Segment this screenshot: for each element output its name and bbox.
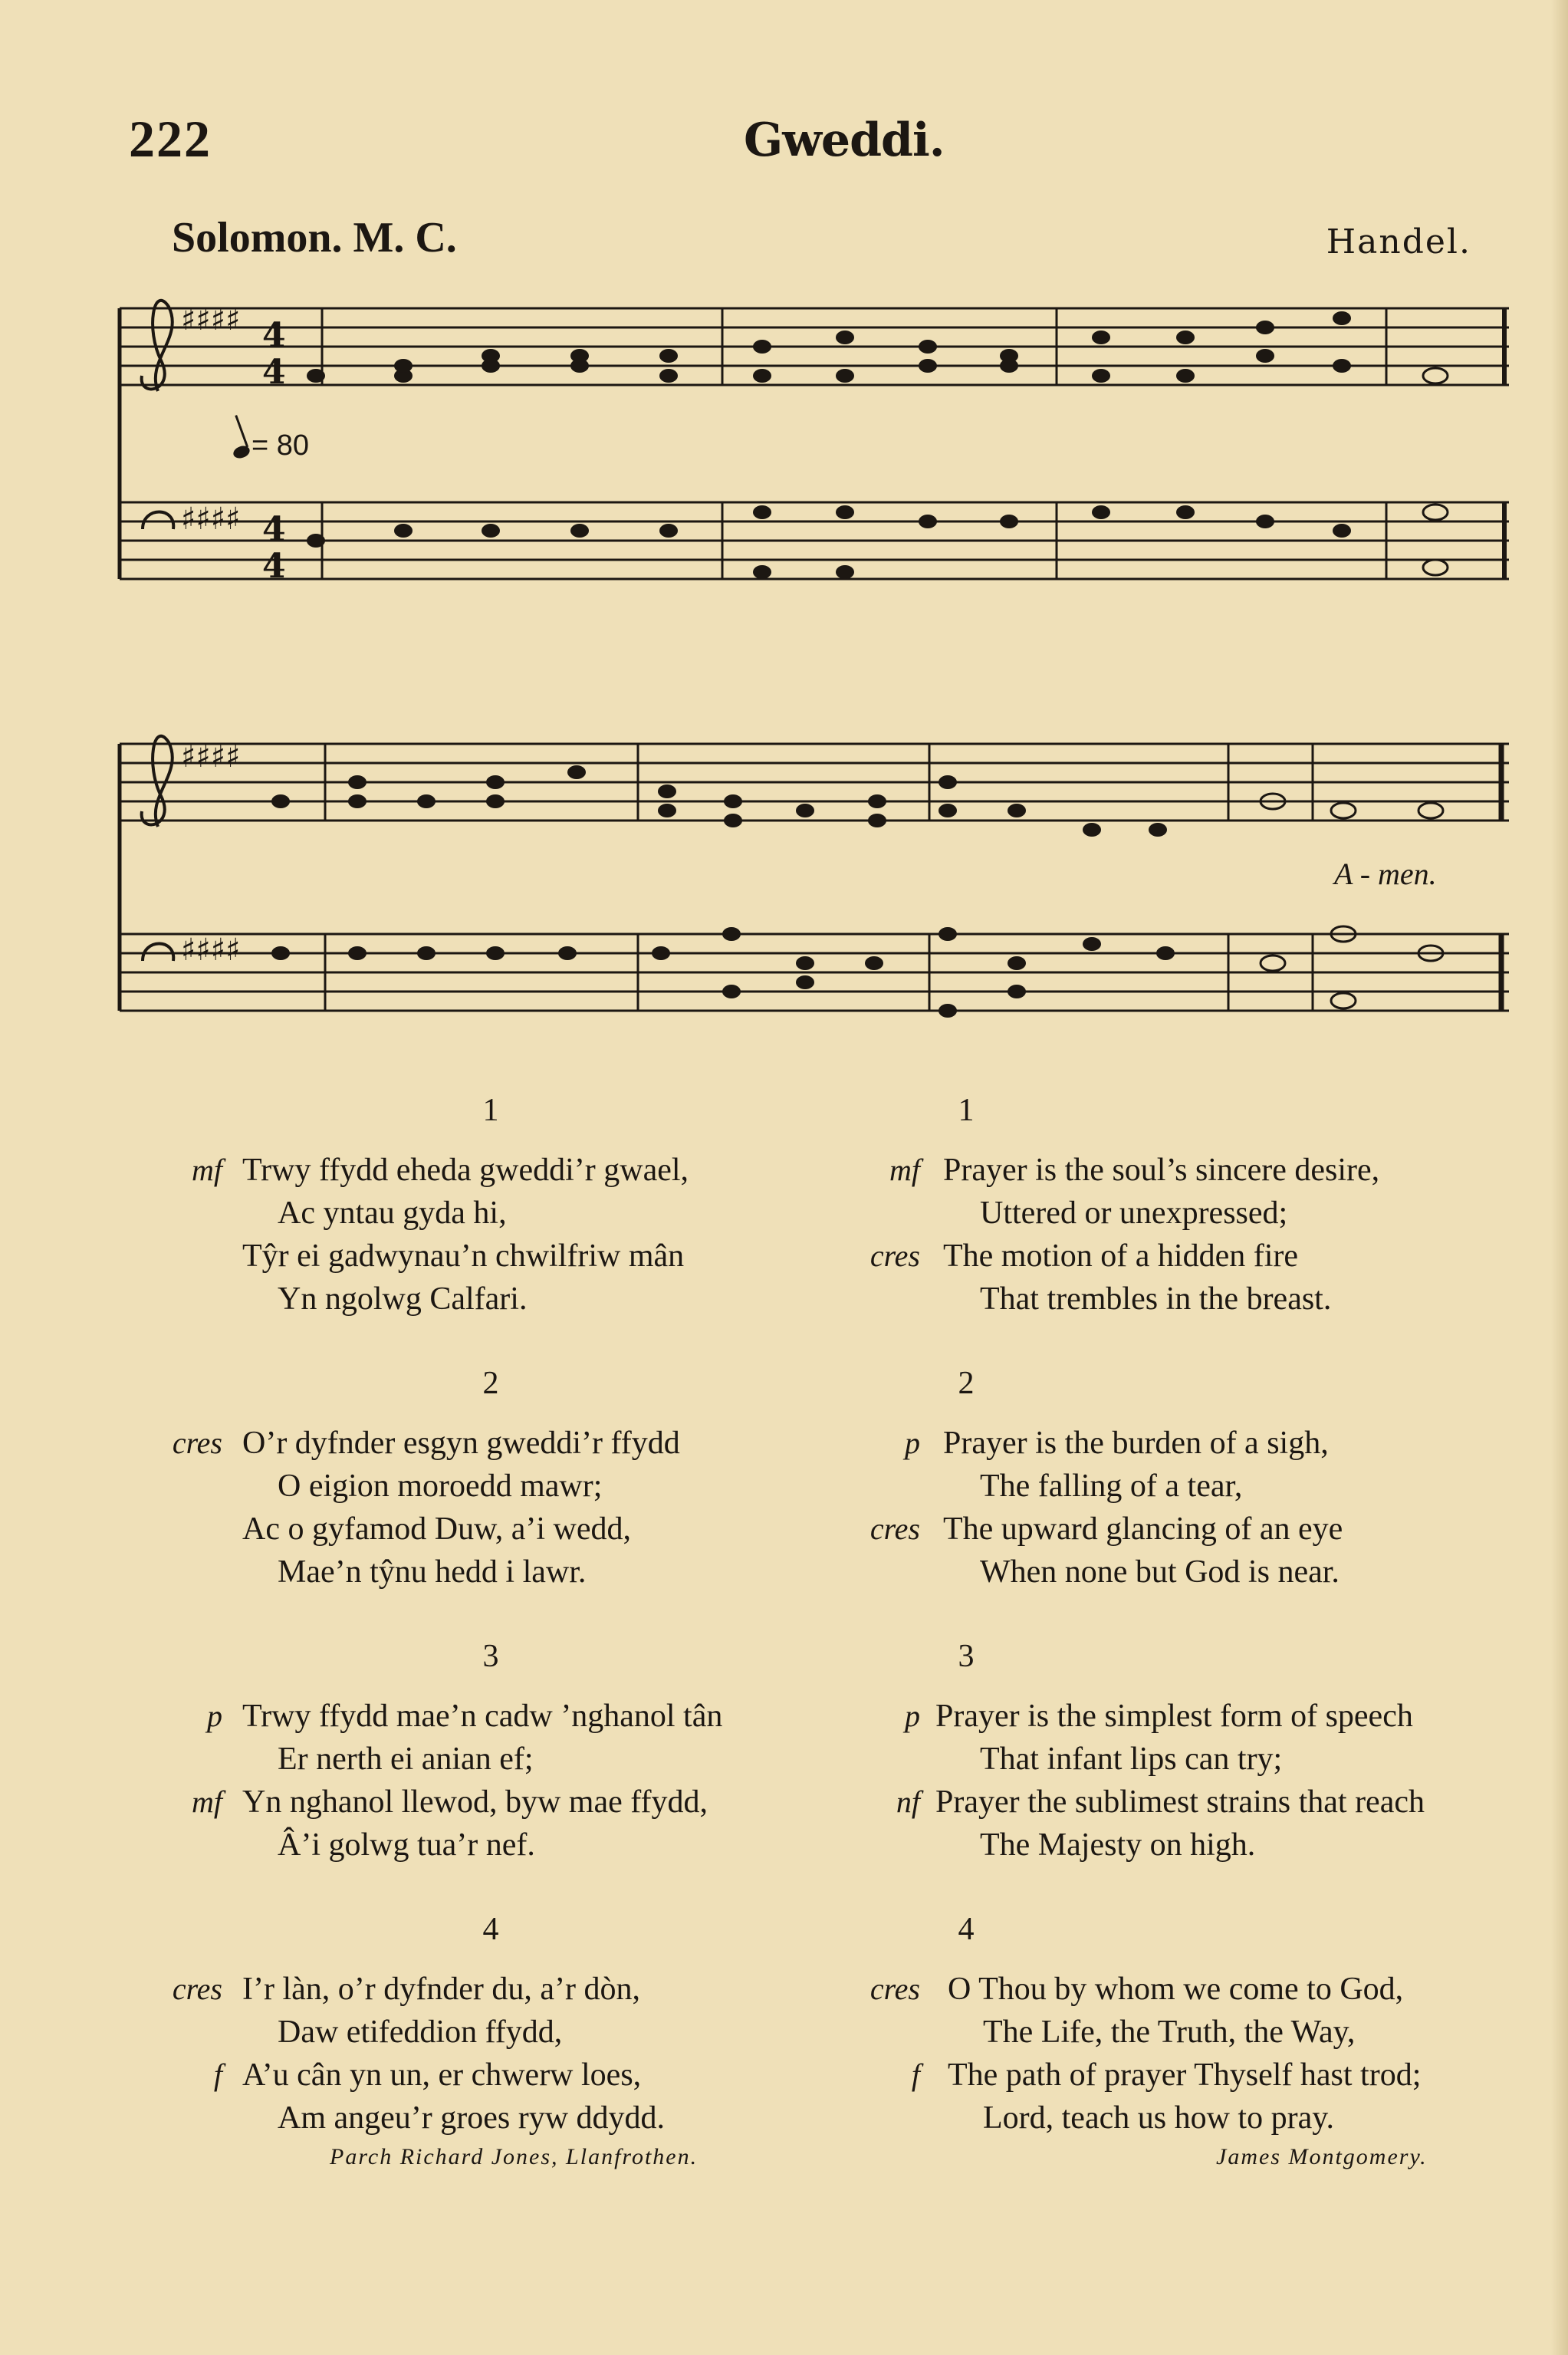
verse-number: 4 xyxy=(958,1912,975,1947)
dynamic-marking: cres xyxy=(869,1238,920,1273)
verse-line xyxy=(851,1278,1526,1321)
verse-line xyxy=(153,1695,828,1738)
composer: Handel. xyxy=(1326,222,1471,261)
verse-line-text: Tŷr ei gadwynau’n chwilfriw mân xyxy=(242,1238,685,1274)
dynamic-marking: cres xyxy=(869,1511,920,1546)
dynamic-marking: p xyxy=(905,1699,920,1733)
notes-system-2 xyxy=(271,765,1175,1018)
verse-line-text: Trwy ffydd eheda gweddi’r gwael, xyxy=(242,1153,689,1188)
verse-line xyxy=(153,1235,828,1278)
verse-line-text: Â’i golwg tua’r nef. xyxy=(278,1827,535,1863)
verse-line-text: Prayer is the soul’s sincere desire, xyxy=(943,1153,1380,1188)
verse-number: 3 xyxy=(958,1639,975,1674)
tempo-value: = 80 xyxy=(251,429,310,462)
key-and-time-signatures xyxy=(181,301,286,968)
verse-line-text: Ac o gyfamod Duw, a’i wedd, xyxy=(242,1511,631,1547)
english-verse-1 xyxy=(851,1087,1526,1321)
verse-line-text: Er nerth ei anian ef; xyxy=(278,1742,534,1777)
verse-line xyxy=(153,2097,828,2140)
verse-number: 3 xyxy=(482,1639,499,1674)
verse-line-text: The Majesty on high. xyxy=(980,1827,1256,1863)
verse-line-text: A’u cân yn un, er chwerw loes, xyxy=(242,2057,642,2093)
verse-line xyxy=(153,1192,828,1235)
verse-line-text: Am angeu’r groes ryw ddydd. xyxy=(278,2100,666,2136)
verse-line xyxy=(851,1422,1526,1465)
verse-line-text: The motion of a hidden fire xyxy=(943,1238,1299,1274)
dynamic-marking: mf xyxy=(192,1784,222,1819)
svg-text:4: 4 xyxy=(262,316,286,355)
english-author-attribution: James Montgomery. xyxy=(1216,2144,1428,2169)
verse-number: 2 xyxy=(482,1366,499,1401)
clefs-and-signatures xyxy=(142,301,174,961)
dynamic-marking: p xyxy=(905,1426,920,1460)
verse-number: 1 xyxy=(958,1093,975,1128)
verse-line-text: The Life, the Truth, the Way, xyxy=(983,2015,1356,2050)
verse-line-text: Uttered or unexpressed; xyxy=(980,1196,1288,1231)
staff-system-2 xyxy=(120,744,1509,1011)
verse-line-text: Mae’n tŷnu hedd i lawr. xyxy=(278,1554,587,1590)
svg-text:♯♯♯♯: ♯♯♯♯ xyxy=(181,738,241,775)
verse-line-text: That trembles in the breast. xyxy=(980,1281,1332,1317)
verse-line-text: Trwy ffydd mae’n cadw ’nghanol tân xyxy=(242,1699,723,1734)
verse-line xyxy=(153,1149,828,1192)
english-verse-2 xyxy=(851,1360,1526,1594)
verse-line xyxy=(851,1192,1526,1235)
verse-number: 2 xyxy=(958,1366,975,1401)
dynamic-marking: f xyxy=(911,2057,920,2092)
tune-name: Solomon. M. C. xyxy=(172,214,457,261)
welsh-author-attribution: Parch Richard Jones, Llanfrothen. xyxy=(330,2144,699,2169)
half-notes-system-1 xyxy=(1423,368,1448,575)
welsh-verse-4 xyxy=(153,1906,828,2140)
dynamic-marking: cres xyxy=(172,1972,222,2006)
verse-line-text: Lord, teach us how to pray. xyxy=(983,2100,1334,2136)
verse-line-text: Yn ngolwg Calfari. xyxy=(278,1281,528,1317)
verse-line-text: I’r làn, o’r dyfnder du, a’r dòn, xyxy=(242,1972,640,2007)
verse-line xyxy=(851,1508,1526,1551)
svg-text:4: 4 xyxy=(262,353,286,392)
verse-number: 1 xyxy=(482,1093,499,1128)
verse-line xyxy=(851,1551,1526,1594)
verse-line xyxy=(153,1278,828,1321)
verse-line xyxy=(851,1968,1526,2011)
verse-line xyxy=(851,2097,1526,2140)
verse-line xyxy=(153,1465,828,1508)
notes-system-1 xyxy=(307,311,1351,579)
svg-text:4: 4 xyxy=(262,510,286,549)
verse-line xyxy=(153,1551,828,1594)
verse-line-text: O eigion moroedd mawr; xyxy=(278,1469,603,1504)
verse-line-text: When none but God is near. xyxy=(980,1554,1340,1590)
verse-line xyxy=(153,1781,828,1824)
verse-line xyxy=(153,1968,828,2011)
verse-line-text: The path of prayer Thyself hast trod; xyxy=(948,2057,1422,2093)
verse-line xyxy=(851,1695,1526,1738)
verse-line xyxy=(851,1781,1526,1824)
running-head-title: Gweddi. xyxy=(744,113,945,167)
dynamic-marking: p xyxy=(207,1699,222,1733)
verse-line-text: O’r dyfnder esgyn gweddi’r ffydd xyxy=(242,1426,680,1461)
verse-line-text: That infant lips can try; xyxy=(980,1742,1283,1777)
verse-line xyxy=(153,2054,828,2097)
verse-line xyxy=(851,2011,1526,2054)
verse-line-text: Ac yntau gyda hi, xyxy=(278,1196,507,1231)
svg-text:♯♯♯♯: ♯♯♯♯ xyxy=(181,501,241,537)
verse-line xyxy=(153,1824,828,1867)
verse-line-text: Daw etifeddion ffydd, xyxy=(278,2015,563,2050)
dynamic-marking: cres xyxy=(172,1426,222,1460)
dynamic-marking: f xyxy=(213,2057,222,2092)
verse-line xyxy=(851,1149,1526,1192)
dynamic-marking: mf xyxy=(889,1153,920,1187)
amen-lyric: A - men. xyxy=(1334,857,1437,891)
staff-system-1 xyxy=(120,308,1509,579)
verse-line-text: Prayer the sublimest strains that reach xyxy=(935,1784,1425,1820)
verse-line xyxy=(153,1508,828,1551)
verse-line xyxy=(153,1738,828,1781)
page-number: 222 xyxy=(129,110,212,168)
svg-text:4: 4 xyxy=(262,547,286,586)
verse-line xyxy=(851,1738,1526,1781)
welsh-verse-3 xyxy=(153,1633,828,1867)
verse-line xyxy=(153,2011,828,2054)
verse-line xyxy=(851,1824,1526,1867)
verse-line-text: Yn nghanol llewod, byw mae ffydd, xyxy=(242,1784,708,1820)
english-verse-4 xyxy=(851,1906,1526,2140)
svg-text:♯♯♯♯: ♯♯♯♯ xyxy=(181,301,241,337)
dynamic-marking: mf xyxy=(192,1153,222,1187)
verse-line xyxy=(153,1422,828,1465)
english-verse-3 xyxy=(851,1633,1526,1867)
verse-line-text: Prayer is the simplest form of speech xyxy=(935,1699,1413,1734)
dynamic-marking: nf xyxy=(896,1784,920,1819)
music-score xyxy=(0,0,1568,1074)
verse-line-text: Prayer is the burden of a sigh, xyxy=(943,1426,1329,1461)
verse-line xyxy=(851,2054,1526,2097)
verse-line-text: The upward glancing of an eye xyxy=(943,1511,1343,1547)
verse-line xyxy=(851,1465,1526,1508)
verse-line-text: The falling of a tear, xyxy=(980,1469,1243,1504)
half-notes-system-2 xyxy=(1261,794,1443,1008)
welsh-verse-1 xyxy=(153,1087,828,1321)
verse-line-text: O Thou by whom we come to God, xyxy=(948,1972,1404,2007)
welsh-verse-2 xyxy=(153,1360,828,1594)
dynamic-marking: cres xyxy=(869,1972,920,2006)
verse-number: 4 xyxy=(482,1912,499,1947)
svg-text:♯♯♯♯: ♯♯♯♯ xyxy=(181,932,241,968)
verse-line xyxy=(851,1235,1526,1278)
